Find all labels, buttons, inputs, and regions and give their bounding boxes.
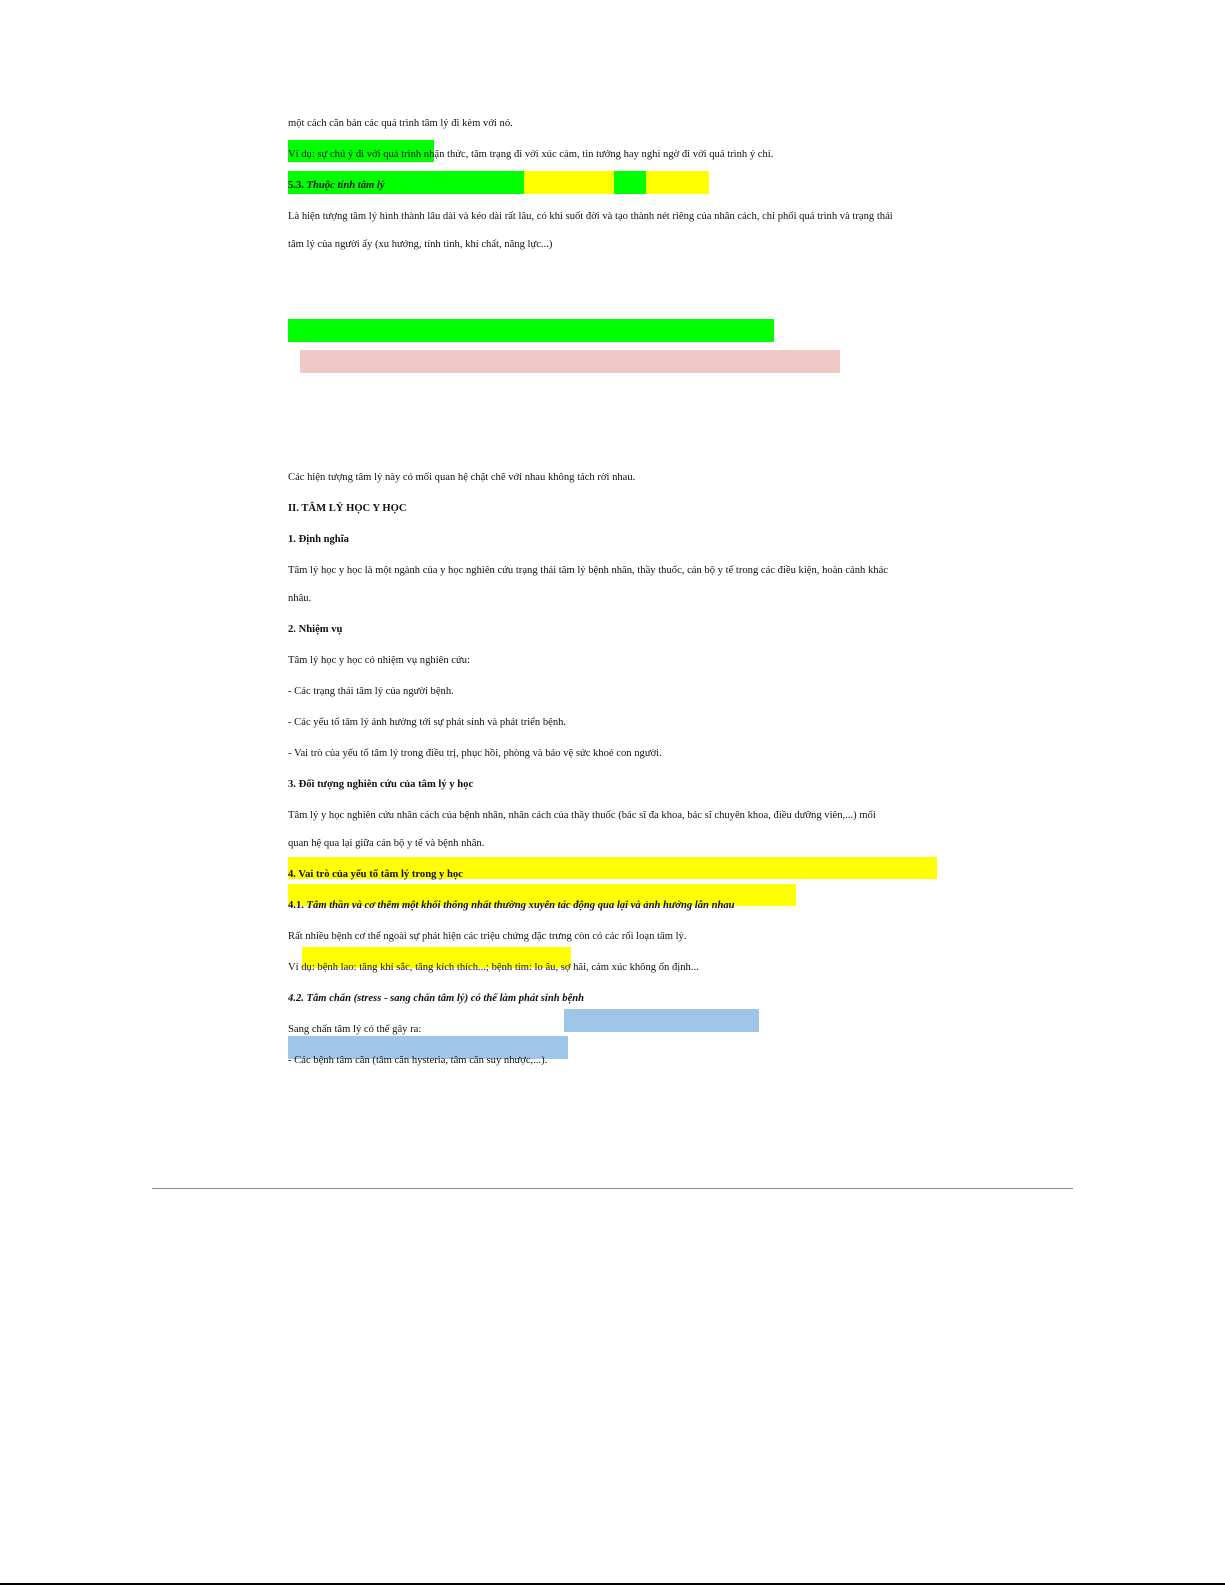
heading-title: Thuộc tính tâm lý (306, 180, 385, 191)
highlight-green (614, 171, 646, 194)
paragraph-line: Rất nhiều bệnh cơ thể ngoài sự phát hiện các triệu chứng đặc trưng còn có các rối loạn tâm lý. (288, 931, 687, 942)
highlight-blue (564, 1009, 759, 1032)
highlight-pink-bar (300, 350, 840, 373)
highlight-yellow (524, 171, 614, 194)
highlight-yellow (646, 171, 709, 194)
heading-title: Tâm thần và cơ thêm một khối thống nhất thường xuyên tác động qua lại và ảnh hưởng lẫn nhau (306, 900, 735, 911)
heading-number: 4.1. (288, 900, 304, 911)
paragraph-line: một cách căn bản các quá trình tâm lý đi kèm với nó. (288, 118, 513, 129)
highlight-green-bar (288, 319, 774, 342)
paragraph-line: Ví dụ: sự chú ý đi với quá trình nhận thức, tâm trạng đi với xúc cảm, tin tưởng hay nghi ngờ đi với quá trình ý chí. (288, 149, 774, 160)
section-heading-4-1 (288, 899, 735, 913)
section-heading-4: 4. Vai trò của yếu tố tâm lý trong y học (288, 869, 463, 880)
list-item: - Các yếu tố tâm lý ảnh hưởng tới sự phát sinh và phát triển bệnh. (288, 717, 567, 728)
paragraph-line: Tâm lý y học nghiên cứu nhân cách của bệnh nhân, nhân cách của thầy thuốc (bác sĩ đa khoa, bác sĩ chuyên khoa, điều dưỡng viên,...) mối (288, 810, 876, 821)
section-heading-4-2: 4.2. Tâm chấn (stress - sang chấn tâm lý) có thể làm phát sinh bệnh (288, 993, 585, 1004)
section-heading-5-3 (288, 179, 385, 193)
list-item: - Các bệnh tâm căn (tâm căn hysteria, tâm căn suy nhược,...). (288, 1055, 548, 1066)
paragraph-line: Tâm lý học y học là một ngành của y học nghiên cứu trạng thái tâm lý bệnh nhân, thầy thuốc, cán bộ y tế trong các điều kiện, hoàn cảnh khác (288, 565, 888, 576)
heading-number: 5.3. (288, 180, 304, 191)
section-heading-3: 3. Đối tượng nghiên cứu của tâm lý y học (288, 779, 474, 790)
paragraph-line: Ví dụ: bệnh lao: tăng khí sắc, tăng kích thích...; bệnh tim: lo âu, sợ hãi, cảm xúc không ổn định... (288, 962, 699, 973)
section-heading-II: II. TÂM LÝ HỌC Y HỌC (288, 503, 407, 514)
paragraph-line: Các hiện tượng tâm lý này có mối quan hệ chặt chẽ với nhau không tách rời nhau. (288, 472, 636, 483)
section-heading-2: 2. Nhiệm vụ (288, 624, 343, 635)
paragraph-line: nhâu. (288, 593, 312, 604)
list-item: - Các trạng thái tâm lý của người bệnh. (288, 686, 454, 697)
paragraph-line: tâm lý của người ấy (xu hướng, tính tình, khí chất, năng lực...) (288, 239, 553, 250)
list-item: - Vai trò của yếu tố tâm lý trong điều trị, phục hồi, phòng và bảo vệ sức khoẻ con người. (288, 748, 662, 759)
paragraph-line: Tâm lý học y học có nhiệm vụ nghiên cứu: (288, 655, 470, 666)
paragraph-line: Là hiện tượng tâm lý hình thành lâu dài và kéo dài rất lâu, có khi suốt đời và tạo thành nét riêng của nhân cách, chi phối quá trình và trạng thái (288, 211, 893, 222)
page-divider (152, 1188, 1073, 1189)
paragraph-line: Sang chấn tâm lý có thể gây ra: (288, 1024, 422, 1035)
section-heading-1: 1. Định nghĩa (288, 534, 349, 545)
paragraph-line: quan hệ qua lại giữa cán bộ y tế và bệnh nhân. (288, 838, 485, 849)
